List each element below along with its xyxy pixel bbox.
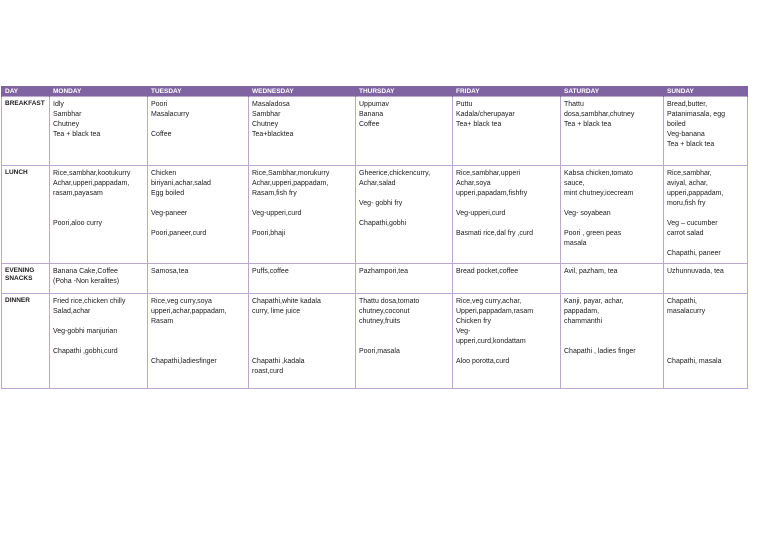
menu-item-line <box>151 199 245 209</box>
menu-cell <box>664 264 748 294</box>
menu-item-line: Puttu <box>456 101 473 108</box>
header-friday: FRIDAY <box>453 86 561 97</box>
menu-item-line: Gheerice,chickencurry, <box>359 170 431 177</box>
menu-item-line: Coffee <box>151 131 172 138</box>
menu-cell <box>148 97 249 166</box>
snacks-row <box>2 264 748 294</box>
menu-item-line: aviyal, achar, <box>667 180 708 187</box>
menu-item-line: Rice,sambhar, <box>667 170 712 177</box>
menu-cell <box>561 166 664 264</box>
header-tuesday: TUESDAY <box>148 86 249 97</box>
menu-item-line: Idly <box>53 101 64 108</box>
menu-cell <box>148 264 249 294</box>
menu-cell <box>356 264 453 294</box>
menu-item-line: Poori,aloo curry <box>53 220 103 227</box>
menu-item-line: Achar,salad <box>359 180 396 187</box>
menu-item-line: Tea + black tea <box>564 121 612 128</box>
menu-item-line <box>53 317 144 327</box>
menu-item-line: Tea+blacktea <box>252 131 294 138</box>
menu-item-line: Veg – cucumber <box>667 220 718 227</box>
menu-cell <box>50 294 148 389</box>
menu-item-line <box>151 347 245 357</box>
menu-item-line: Kanji, payar, achar, <box>564 298 624 305</box>
menu-item-line: Veg-paneer <box>151 210 188 217</box>
breakfast-label: BREAKFAST <box>2 97 50 166</box>
menu-item-line: upperi,achar,pappadam, <box>151 308 227 315</box>
menu-item-line <box>456 219 557 229</box>
menu-item-line: Chicken fry <box>456 318 492 325</box>
menu-cell <box>249 166 356 264</box>
dinner-row <box>2 294 748 389</box>
lunch-row <box>2 166 748 264</box>
menu-cell <box>249 294 356 389</box>
menu-item-line <box>359 337 449 347</box>
menu-item-line: dosa,sambhar,chutney <box>564 111 635 118</box>
menu-item-line: Rice,Sambhar,morukurry <box>252 170 330 177</box>
menu-cell <box>50 264 148 294</box>
menu-item-line: rasam,payasam <box>53 190 103 197</box>
menu-item-line: Chapathi ,gobhi,curd <box>53 348 118 355</box>
menu-item-line: Samosa,tea <box>151 268 189 275</box>
menu-item-line <box>359 189 449 199</box>
menu-cell <box>356 294 453 389</box>
menu-item-line <box>53 209 144 219</box>
menu-cell <box>50 166 148 264</box>
menu-cell <box>50 97 148 166</box>
menu-item-line <box>252 199 352 209</box>
menu-item-line: Chicken <box>151 170 177 177</box>
menu-item-line <box>151 120 245 130</box>
menu-cell <box>249 97 356 166</box>
menu-item-line: Avil, pazham, tea <box>564 268 618 275</box>
menu-item-line: Uzhunnuvada, tea <box>667 268 724 275</box>
menu-item-line: Chapathi,ladiesfinger <box>151 358 217 365</box>
weekly-menu-table <box>1 86 748 389</box>
menu-item-line <box>564 337 660 347</box>
menu-cell <box>561 294 664 389</box>
lunch-label: LUNCH <box>2 166 50 264</box>
menu-item-line: Veg-banana <box>667 131 705 138</box>
menu-item-line: Tea+ black tea <box>456 121 502 128</box>
menu-item-line <box>151 327 245 337</box>
menu-item-line: Coffee <box>359 121 380 128</box>
header-thursday: THURSDAY <box>356 86 453 97</box>
menu-item-line: Rice,veg curry,achar, <box>456 298 522 305</box>
menu-item-line: Chapathi, masala <box>667 358 722 365</box>
menu-item-line: upperi,curd,kondattam <box>456 338 526 345</box>
menu-item-line: Poori <box>151 101 168 108</box>
menu-item-line: Chapathi ,kadala <box>252 358 305 365</box>
menu-item-line: Poori,paneer,curd <box>151 230 207 237</box>
menu-item-line: Patanimasala, egg <box>667 111 725 118</box>
menu-cell <box>148 166 249 264</box>
menu-item-line: Bread pocket,coffee <box>456 268 519 275</box>
menu-item-line: Rice,sambhar,upperi <box>456 170 521 177</box>
menu-item-line: Tea + black tea <box>667 141 715 148</box>
menu-item-line: masalacurry <box>667 308 706 315</box>
header-row <box>2 86 748 97</box>
menu-item-line: Chutney <box>252 121 279 128</box>
menu-item-line: Chutney <box>53 121 80 128</box>
menu-item-line: chammanthi <box>564 318 603 325</box>
menu-item-line: masala <box>564 240 587 247</box>
menu-cell <box>453 264 561 294</box>
menu-cell <box>453 166 561 264</box>
menu-item-line: Egg boiled <box>151 190 185 197</box>
menu-item-line: Salad,achar <box>53 308 91 315</box>
menu-item-line: Chapathi, <box>667 298 697 305</box>
menu-item-line: Chapathi , ladies finger <box>564 348 636 355</box>
header-saturday: SATURDAY <box>561 86 664 97</box>
menu-item-line <box>456 347 557 357</box>
menu-item-line: boiled <box>667 121 686 128</box>
menu-cell <box>664 97 748 166</box>
menu-item-line: Chapathi,gobhi <box>359 220 407 227</box>
menu-item-line: roast,curd <box>252 368 284 375</box>
menu-item-line: Achar,soya <box>456 180 491 187</box>
menu-item-line: sauce, <box>564 180 585 187</box>
snacks-label: EVENING SNACKS <box>2 264 50 294</box>
menu-cell <box>249 264 356 294</box>
menu-item-line: Veg- soyabean <box>564 210 611 217</box>
menu-item-line: Veg- <box>456 328 471 335</box>
breakfast-row <box>2 97 748 166</box>
menu-item-line: Upperi,pappadam,rasam <box>456 308 534 315</box>
menu-item-line: Pazhampori,tea <box>359 268 409 275</box>
menu-item-line <box>252 219 352 229</box>
menu-item-line <box>53 199 144 209</box>
menu-item-line <box>252 347 352 357</box>
menu-item-line: Aloo porotta,curd <box>456 358 510 365</box>
menu-item-line: biriyani,achar,salad <box>151 180 211 187</box>
menu-item-line: Banana <box>359 111 384 118</box>
menu-item-line: Thattu dosa,tomato <box>359 298 420 305</box>
menu-item-line <box>667 347 744 357</box>
menu-item-line <box>564 199 660 209</box>
menu-item-line <box>151 219 245 229</box>
menu-item-line: pappadam, <box>564 308 600 315</box>
menu-item-line <box>151 337 245 347</box>
menu-item-line: Chapathi,white kadala <box>252 298 321 305</box>
menu-item-line: Veg-gobhi manjurian <box>53 328 118 335</box>
menu-item-line: Veg-upperi,curd <box>456 210 506 217</box>
menu-item-line: Uppumav <box>359 101 389 108</box>
header-monday: MONDAY <box>50 86 148 97</box>
menu-item-line: Banana Cake,Coffee <box>53 268 118 275</box>
menu-item-line: mint chutney,icecream <box>564 190 634 197</box>
menu-item-line: chutney,fruits <box>359 318 401 325</box>
menu-item-line: carrot salad <box>667 230 704 237</box>
menu-item-line <box>667 317 744 327</box>
menu-item-line <box>667 239 744 249</box>
menu-item-line <box>53 337 144 347</box>
menu-item-line <box>252 327 352 337</box>
menu-item-line: upperi,pappadam, <box>667 190 724 197</box>
menu-item-line: Rasam <box>151 318 174 325</box>
menu-cell <box>148 294 249 389</box>
header-sunday: SUNDAY <box>664 86 748 97</box>
menu-item-line: Puffs,coffee <box>252 268 289 275</box>
menu-item-line: Thattu <box>564 101 584 108</box>
menu-item-line: Bread,butter, <box>667 101 708 108</box>
menu-item-line <box>667 327 744 337</box>
menu-item-line: Kabsa chicken,tomato <box>564 170 633 177</box>
menu-item-line: Fried rice,chicken chilly <box>53 298 126 305</box>
menu-item-line <box>456 199 557 209</box>
menu-item-line: Achar,upperi,pappadam, <box>252 180 329 187</box>
menu-item-line: curry, lime juice <box>252 308 301 315</box>
menu-item-line: Kadala/cherupayar <box>456 111 515 118</box>
menu-cell <box>664 294 748 389</box>
menu-item-line: moru,fish fry <box>667 200 706 207</box>
menu-item-line: Chapathi, paneer <box>667 250 721 257</box>
menu-item-line: Rice,sambhar,kootukurry <box>53 170 131 177</box>
menu-item-line: Poori,bhaji <box>252 230 286 237</box>
menu-item-line <box>564 219 660 229</box>
menu-item-line: Poori,masala <box>359 348 400 355</box>
menu-item-line <box>359 327 449 337</box>
menu-item-line: Sambhar <box>53 111 82 118</box>
menu-item-line: chutney,coconut <box>359 308 410 315</box>
header-day: DAY <box>2 86 50 97</box>
menu-cell <box>356 166 453 264</box>
menu-item-line <box>564 327 660 337</box>
menu-item-line: Masaladosa <box>252 101 290 108</box>
menu-item-line: Achar,upperi,pappadam, <box>53 180 130 187</box>
header-wednesday: WEDNESDAY <box>249 86 356 97</box>
menu-cell <box>453 97 561 166</box>
menu-item-line <box>359 209 449 219</box>
menu-item-line: Veg-upperi,curd <box>252 210 302 217</box>
menu-cell <box>356 97 453 166</box>
menu-item-line: Masalacurry <box>151 111 190 118</box>
menu-item-line <box>252 337 352 347</box>
menu-cell <box>453 294 561 389</box>
menu-cell <box>664 166 748 264</box>
menu-cell <box>561 97 664 166</box>
menu-item-line: Rice,veg curry,soya <box>151 298 212 305</box>
menu-item-line <box>667 209 744 219</box>
menu-item-line <box>667 337 744 347</box>
menu-item-line: Veg- gobhi fry <box>359 200 403 207</box>
menu-item-line: Basmati rice,dal fry ,curd <box>456 230 534 237</box>
menu-item-line: (Poha -Non keralites) <box>53 278 120 285</box>
dinner-label: DINNER <box>2 294 50 389</box>
menu-item-line: Sambhar <box>252 111 281 118</box>
menu-item-line <box>252 317 352 327</box>
menu-item-line: upperi,papadam,fishfry <box>456 190 528 197</box>
menu-item-line: Rasam,fish fry <box>252 190 297 197</box>
menu-item-line: Poori , green peas <box>564 230 622 237</box>
menu-cell <box>561 264 664 294</box>
menu-item-line: Tea + black tea <box>53 131 101 138</box>
